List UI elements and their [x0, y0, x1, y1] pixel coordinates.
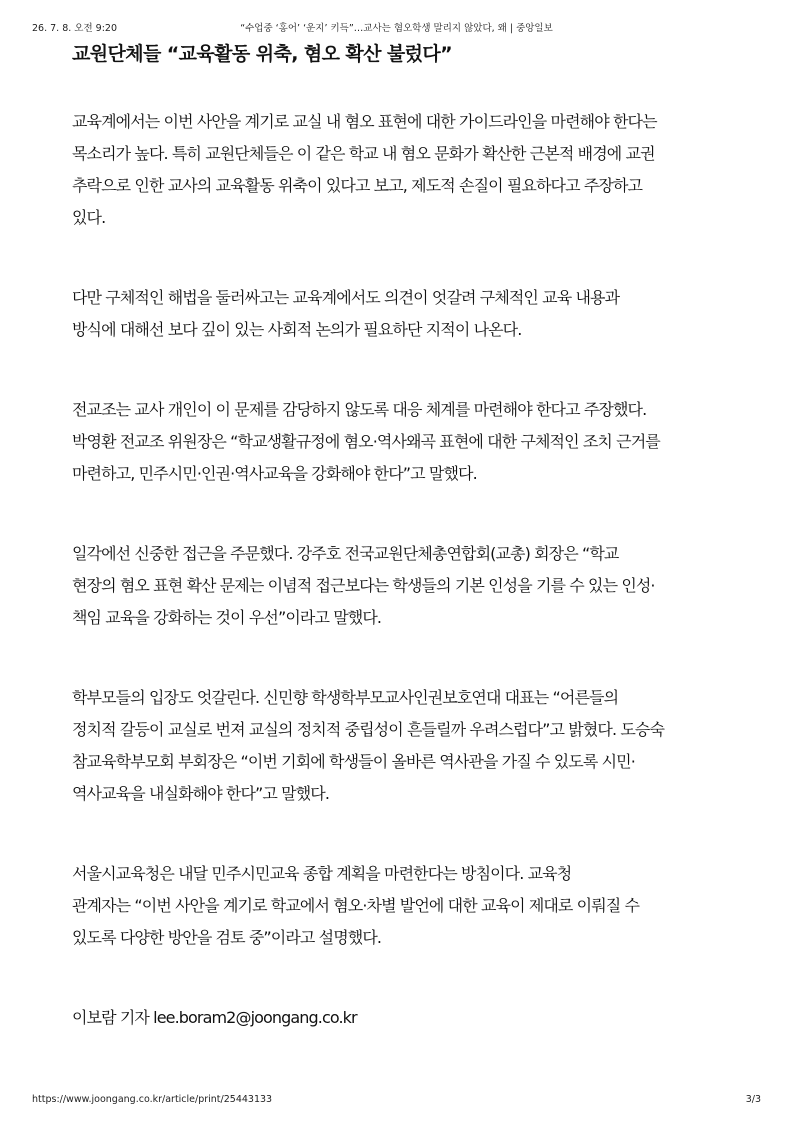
article-paragraphs: [72, 106, 732, 1034]
paragraph-line: 서울시교육청은 내달 민주시민교육 종합 계획을 마련한다는 방침이다. 교육청: [72, 864, 572, 883]
paragraph: [72, 682, 732, 810]
paragraph-line: 박영환 전교조 위원장은 “학교생활규정에 혐오·역사왜곡 표현에 대한 구체적인 조치 근거를: [72, 432, 660, 451]
paragraph: [72, 538, 732, 634]
print-document-title: “수업중 ‘홍어’ ‘운지’ 키득”…교사는 혐오학생 말리지 않았다, 왜 | 중앙일보: [240, 23, 553, 34]
paragraph-line: 참교육학부모회 부회장은 “이번 기회에 학생들이 올바른 역사관을 가질 수 있도록 시민·: [72, 752, 635, 771]
paragraph-line: 관계자는 “이번 사안을 계기로 학교에서 혐오·차별 발언에 대한 교육이 제대로 이뤄질 수: [72, 896, 640, 915]
paragraph-line: 현장의 혐오 표현 확산 문제는 이념적 접근보다는 학생들의 기본 인성을 기를 수 있는 인성·: [72, 576, 655, 595]
paragraph-line: 전교조는 교사 개인이 이 문제를 감당하지 않도록 대응 체계를 마련해야 한다고 주장했다.: [72, 400, 647, 419]
paragraph-line: 학부모들의 입장도 엇갈린다. 신민향 학생학부모교사인권보호연대 대표는 “어른들의: [72, 688, 619, 707]
print-header: [32, 20, 761, 36]
byline-text: 이보람 기자 lee.boram2@joongang.co.kr: [72, 1008, 357, 1027]
print-footer: [32, 1094, 761, 1110]
paragraph: [72, 106, 732, 234]
print-date: 26. 7. 8. 오전 9:20: [32, 23, 118, 34]
paragraph-line: 목소리가 높다. 특히 교원단체들은 이 같은 학교 내 혐오 문화가 확산한 근본적 배경에 교권: [72, 144, 655, 163]
paragraph-line: 정치적 갈등이 교실로 번져 교실의 정치적 중립성이 흔들릴까 우려스럽다”고 밝혔다. 도승숙: [72, 720, 665, 739]
paragraph-line: 방식에 대해선 보다 깊이 있는 사회적 논의가 필요하단 지적이 나온다.: [72, 320, 522, 339]
paragraph: [72, 394, 732, 490]
page-number: 3/3: [745, 1094, 761, 1105]
article-body: [72, 40, 732, 1082]
paragraph-line: 있도록 다양한 방안을 검토 중”이라고 설명했다.: [72, 928, 382, 947]
paragraph-line: 있다.: [72, 208, 106, 227]
paragraph-line: 추락으로 인한 교사의 교육활동 위축이 있다고 보고, 제도적 손질이 필요하다고 주장하고: [72, 176, 643, 195]
reporter-byline: [72, 1002, 732, 1034]
paragraph-line: 교육계에서는 이번 사안을 계기로 교실 내 혐오 표현에 대한 가이드라인을 마련해야 한다는: [72, 112, 657, 131]
paragraph-line: 마련하고, 민주시민·인권·역사교육을 강화해야 한다”고 말했다.: [72, 464, 477, 483]
paragraph-line: 역사교육을 내실화해야 한다”고 말했다.: [72, 784, 330, 803]
paragraph: [72, 282, 732, 346]
paragraph-line: 다만 구체적인 해법을 둘러싸고는 교육계에서도 의견이 엇갈려 구체적인 교육 내용과: [72, 288, 620, 307]
paragraph-line: 책임 교육을 강화하는 것이 우선”이라고 말했다.: [72, 608, 382, 627]
print-url: https://www.joongang.co.kr/article/print/25443133: [32, 1094, 273, 1105]
paragraph-line: 일각에선 신중한 접근을 주문했다. 강주호 전국교원단체총연합회(교총) 회장은 “학교: [72, 544, 619, 563]
section-heading: 교원단체들 “교육활동 위축, 혐오 확산 불렀다”: [72, 43, 453, 65]
paragraph: [72, 858, 732, 954]
